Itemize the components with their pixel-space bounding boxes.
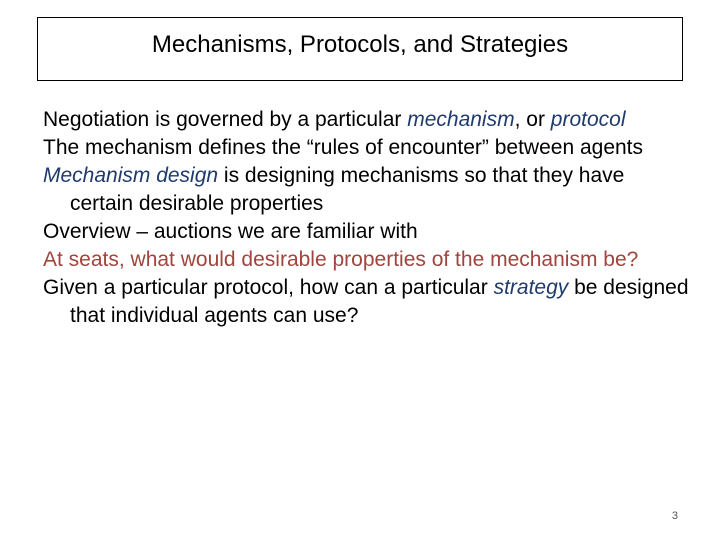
page-number: 3 bbox=[671, 510, 678, 522]
bullet-5 bbox=[43, 246, 693, 274]
bullet-2-text: The mechanism defines the “rules of encounter” between agents bbox=[43, 136, 644, 159]
bullet-5-question: At seats, what would desirable properties of the mechanism be? bbox=[43, 248, 639, 271]
bullet-6-text-2: be designed that individual agents can use? bbox=[70, 276, 689, 327]
bullet-6-text-1: Given a particular protocol, how can a particular bbox=[43, 276, 494, 299]
bullet-2 bbox=[43, 134, 693, 162]
bullet-6-emphasis-strategy: strategy bbox=[493, 276, 569, 299]
bullet-1-emphasis-protocol: protocol bbox=[550, 108, 626, 131]
bullet-1-text-2: , or bbox=[514, 108, 551, 131]
bullet-3 bbox=[43, 162, 693, 218]
bullet-1-text-1: Negotiation is governed by a particular bbox=[43, 108, 408, 131]
title-box bbox=[37, 17, 683, 81]
bullet-3-emphasis-mechanism-design: Mechanism design bbox=[43, 164, 219, 187]
bullet-4 bbox=[43, 218, 693, 246]
bullet-1-emphasis-mechanism: mechanism bbox=[407, 108, 515, 131]
bullet-4-text: Overview – auctions we are familiar with bbox=[43, 220, 418, 243]
bullet-3-text: is designing mechanisms so that they have certain desirable properties bbox=[70, 164, 625, 215]
bullet-1 bbox=[43, 106, 693, 134]
slide-title: Mechanisms, Protocols, and Strategies bbox=[151, 31, 569, 58]
bullet-6 bbox=[43, 274, 693, 330]
slide-content bbox=[43, 106, 693, 330]
